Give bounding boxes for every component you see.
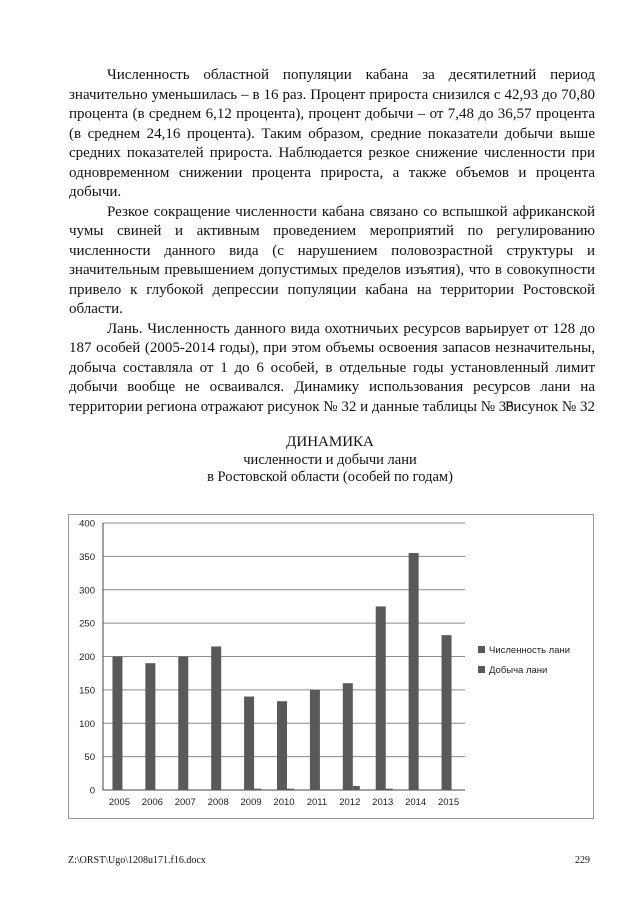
y-tick-label: 250 [79, 618, 95, 630]
y-tick-label: 150 [79, 685, 95, 697]
figure-label: Рисунок № 32 [505, 399, 595, 415]
bar-population-2012 [343, 683, 353, 790]
bar-population-2015 [442, 635, 452, 790]
x-tick-label: 2007 [174, 797, 196, 808]
bar-harvest-2009 [254, 789, 261, 790]
paragraph-boar-population: Численность областной популяции кабана за десятилетний период значительно уменьшилась – в 16 раз. Процент прироста снизился с 42,93 до 70,80 процента (в среднем 6,12 процента), процент добычи – от 7,48 до 36,57 процента (в среднем 24,16 процента). Таким образом, средние показатели добычи выше средних показателей прироста. Наблюдается резкое снижение численности при одновременном снижении процента прироста, а также объемов и процента добычи. [69, 67, 595, 200]
y-tick-label: 200 [79, 652, 95, 663]
bar-population-2008 [211, 646, 221, 790]
y-tick-label: 300 [79, 585, 95, 597]
bar-population-2014 [409, 553, 419, 790]
y-tick-label: 350 [79, 551, 95, 563]
x-tick-label: 2013 [372, 797, 394, 808]
bar-harvest-2012 [353, 786, 360, 790]
x-tick-label: 2005 [108, 797, 131, 808]
bar-population-2010 [277, 701, 287, 790]
legend-label-0: Численность лани [489, 645, 571, 656]
y-tick-label: 100 [79, 718, 95, 730]
paragraph-fallow-deer: Лань. Численность данного вида охотничьих ресурсов варьирует от 128 до 187 особей (2005-2014 годы), при этом объемы освоения запасов незначительны, добыча составляла от 1 до 6 особей, в отдельные годы установленный лимит добычи вообще не осваивался. Динамику использования ресурсов лани на территории региона отражают рисунок № 32 и данные таблицы № 35. [69, 320, 595, 415]
x-tick-label: 2012 [339, 797, 361, 808]
bar-population-2011 [310, 690, 320, 790]
bar-population-2009 [244, 697, 254, 790]
footer-file-path: Z:\ORST\Ugo\1208u171.f16.docx [68, 855, 206, 866]
y-tick-label: 0 [89, 785, 95, 797]
chart-title-line3: в Ростовской области (особей по годам) [207, 469, 453, 485]
bar-population-2005 [112, 657, 122, 791]
x-tick-label: 2011 [306, 797, 328, 808]
y-tick-label: 400 [79, 518, 95, 530]
footer-page-number: 229 [575, 855, 590, 866]
y-tick-label: 50 [84, 752, 95, 764]
bar-population-2007 [178, 657, 188, 791]
x-tick-label: 2010 [273, 797, 295, 808]
chart-title-line2: численности и добычи лани [243, 451, 417, 468]
bar-harvest-2010 [287, 789, 294, 790]
x-tick-label: 2006 [141, 797, 163, 808]
paragraph-boar-decline: Резкое сокращение численности кабана связано со вспышкой африканской чумы свиней и активным проведением мероприятий по регулированию численности данного вида (с нарушением половозрастной структуры и значительным превышением допустимых пределов изъятия), что в совокупности привело к глубокой депрессии популяции кабана на территории Ростовской области. [69, 203, 595, 317]
x-tick-label: 2014 [405, 797, 427, 808]
bar-population-2013 [376, 606, 386, 790]
chart-title-line1: ДИНАМИКА [286, 434, 374, 450]
legend-label-1: Добыча лани [489, 665, 548, 676]
bar-population-2006 [145, 663, 155, 790]
x-tick-label: 2009 [240, 797, 262, 808]
x-tick-label: 2015 [437, 797, 460, 808]
x-tick-label: 2008 [207, 797, 229, 808]
legend-swatch-0 [478, 646, 485, 653]
bar-harvest-2013 [386, 789, 393, 790]
legend-swatch-1 [478, 666, 485, 673]
